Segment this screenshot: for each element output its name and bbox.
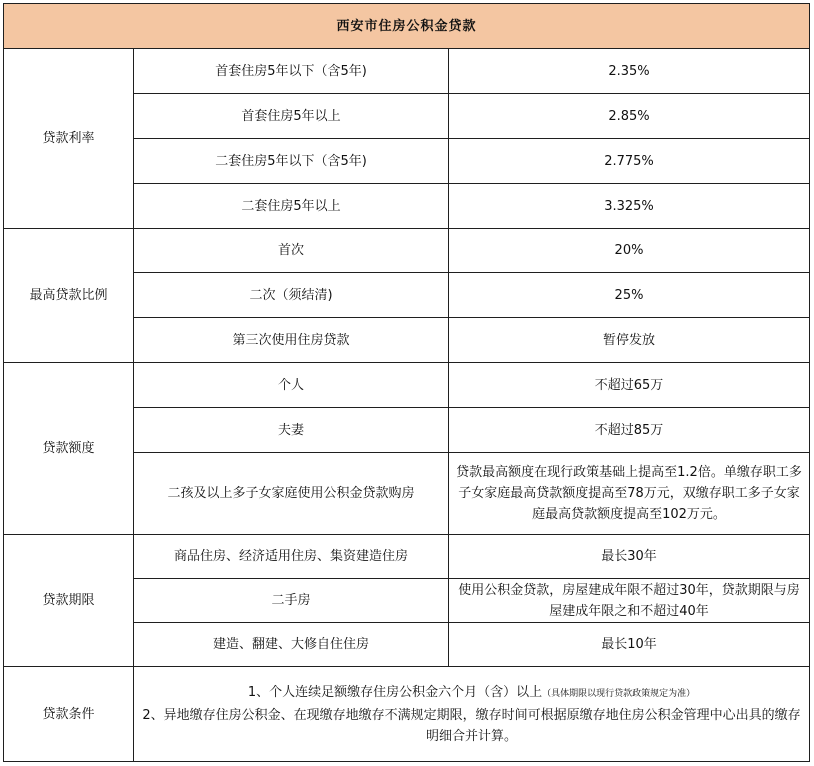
category-term: 贷款期限 <box>4 535 134 667</box>
loan-policy-table <box>3 3 810 762</box>
category-ratio: 最高贷款比例 <box>4 229 134 363</box>
category-rate: 贷款利率 <box>4 49 134 229</box>
title-row <box>4 4 810 49</box>
condition-1-note: （具体期限以现行贷款政策规定为准） <box>542 688 696 699</box>
row-value: 最长30年 <box>449 535 810 579</box>
table-row <box>4 363 810 408</box>
row-item: 首套住房5年以上 <box>134 94 449 139</box>
table-row <box>4 49 810 94</box>
row-item: 商品住房、经济适用住房、集资建造住房 <box>134 535 449 579</box>
row-item: 二套住房5年以下（含5年) <box>134 139 449 184</box>
row-item: 第三次使用住房贷款 <box>134 318 449 363</box>
table-row <box>4 667 810 762</box>
row-item: 二孩及以上多子女家庭使用公积金贷款购房 <box>134 453 449 535</box>
category-amount: 贷款额度 <box>4 363 134 535</box>
row-value: 不超过85万 <box>449 408 810 453</box>
table-row <box>4 535 810 579</box>
row-item: 建造、翻建、大修自住住房 <box>134 623 449 667</box>
row-value: 暂停发放 <box>449 318 810 363</box>
row-value: 不超过65万 <box>449 363 810 408</box>
condition-line-2: 2、异地缴存住房公积金、在现缴存地缴存不满规定期限，缴存时间可根据原缴存地住房公积金管理中心出具的缴存明细合并计算。 <box>142 707 801 744</box>
table-row <box>4 229 810 273</box>
row-value: 25% <box>449 273 810 318</box>
condition-line-1 <box>138 682 805 705</box>
row-value: 2.85% <box>449 94 810 139</box>
row-value: 最长10年 <box>449 623 810 667</box>
row-item: 二次（须结清) <box>134 273 449 318</box>
row-item: 二手房 <box>134 579 449 623</box>
row-value: 2.775% <box>449 139 810 184</box>
table-title: 西安市住房公积金贷款 <box>4 4 810 49</box>
row-value: 3.325% <box>449 184 810 229</box>
conditions-text <box>134 667 810 762</box>
row-value: 2.35% <box>449 49 810 94</box>
row-value: 使用公积金贷款，房屋建成年限不超过30年，贷款期限与房屋建成年限之和不超过40年 <box>449 579 810 623</box>
row-item: 夫妻 <box>134 408 449 453</box>
row-item: 个人 <box>134 363 449 408</box>
row-item: 首次 <box>134 229 449 273</box>
row-value: 20% <box>449 229 810 273</box>
category-conditions: 贷款条件 <box>4 667 134 762</box>
row-item: 首套住房5年以下（含5年) <box>134 49 449 94</box>
condition-1-text: 1、个人连续足额缴存住房公积金六个月（含）以上 <box>247 684 543 700</box>
row-value: 贷款最高额度在现行政策基础上提高至1.2倍。单缴存职工多子女家庭最高贷款额度提高至78万元，双缴存职工多子女家庭最高贷款额度提高至102万元。 <box>449 453 810 535</box>
row-item: 二套住房5年以上 <box>134 184 449 229</box>
